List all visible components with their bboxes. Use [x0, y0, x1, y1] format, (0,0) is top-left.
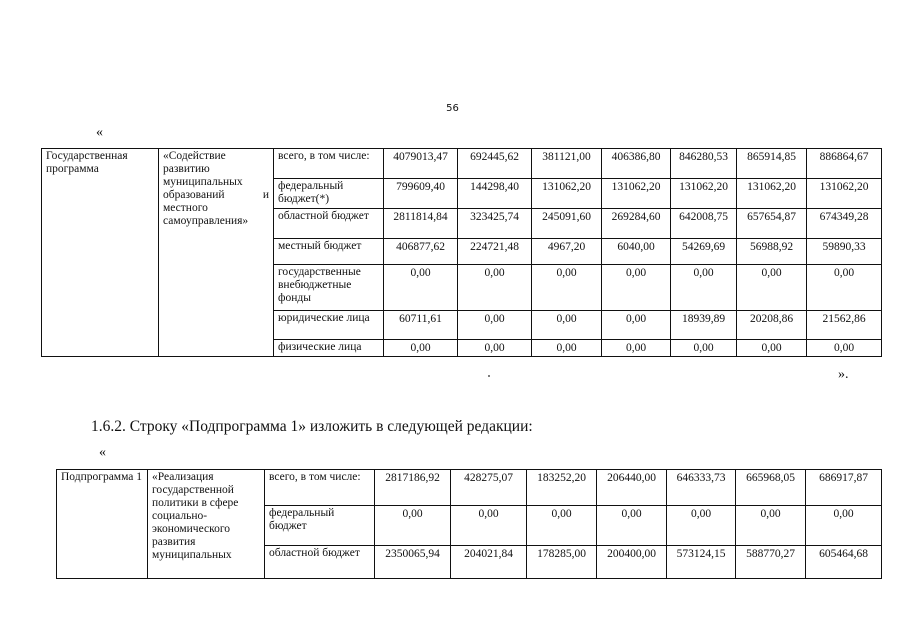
- amount-cell: 56988,92: [737, 239, 807, 265]
- amount-cell: 0,00: [532, 311, 602, 340]
- amount-cell: 0,00: [527, 506, 597, 546]
- amount-cell: 0,00: [807, 340, 882, 357]
- table-row: [42, 149, 882, 179]
- amount-cell: 0,00: [806, 506, 882, 546]
- amount-cell: 381121,00: [532, 149, 602, 179]
- amount-cell: 665968,05: [736, 470, 806, 506]
- amount-cell: 674349,28: [807, 209, 882, 239]
- amount-cell: 2811814,84: [384, 209, 458, 239]
- funding-source-label: всего, в том числе:: [265, 470, 375, 506]
- amount-cell: 799609,40: [384, 179, 458, 209]
- amount-cell: 0,00: [671, 340, 737, 357]
- amount-cell: 206440,00: [597, 470, 667, 506]
- amount-cell: 0,00: [458, 265, 532, 311]
- amount-cell: 0,00: [737, 340, 807, 357]
- program-name-line: муниципальных: [163, 176, 243, 188]
- opening-quote-2: «: [99, 445, 106, 460]
- funding-source-label: всего, в том числе:: [274, 149, 384, 179]
- table-state-program: [41, 148, 882, 357]
- program-type-cell: Государственная программа: [42, 149, 159, 357]
- amount-cell: 573124,15: [667, 546, 736, 579]
- amount-cell: 588770,27: [736, 546, 806, 579]
- funding-source-label: местный бюджет: [274, 239, 384, 265]
- amount-cell: 131062,20: [671, 179, 737, 209]
- table-row: [57, 470, 882, 506]
- amount-cell: 131062,20: [807, 179, 882, 209]
- subprogram-number-cell: Подпрограмма 1: [57, 470, 148, 579]
- amount-cell: 657654,87: [737, 209, 807, 239]
- amount-cell: 0,00: [532, 265, 602, 311]
- amount-cell: 54269,69: [671, 239, 737, 265]
- amount-cell: 131062,20: [737, 179, 807, 209]
- amount-cell: 4967,20: [532, 239, 602, 265]
- page-number: 56: [446, 103, 459, 114]
- amount-cell: 605464,68: [806, 546, 882, 579]
- funding-source-label: юридические лица: [274, 311, 384, 340]
- program-name-line: местного: [163, 202, 208, 214]
- section-heading: 1.6.2. Строку «Подпрограмма 1» изложить в следующей редакции:: [91, 418, 533, 435]
- amount-cell: 131062,20: [602, 179, 671, 209]
- amount-cell: 646333,73: [667, 470, 736, 506]
- funding-source-label: физические лица: [274, 340, 384, 357]
- program-name-line: самоуправления»: [163, 215, 249, 227]
- amount-cell: 0,00: [597, 506, 667, 546]
- amount-cell: 0,00: [451, 506, 527, 546]
- funding-source-label: областной бюджет: [274, 209, 384, 239]
- program-name-word: образований: [163, 189, 225, 201]
- amount-cell: 18939,89: [671, 311, 737, 340]
- amount-cell: 20208,86: [737, 311, 807, 340]
- amount-cell: 0,00: [807, 265, 882, 311]
- amount-cell: 0,00: [667, 506, 736, 546]
- amount-cell: 692445,62: [458, 149, 532, 179]
- amount-cell: 4079013,47: [384, 149, 458, 179]
- amount-cell: 0,00: [602, 311, 671, 340]
- scan-speck: [488, 375, 490, 377]
- amount-cell: 2817186,92: [375, 470, 451, 506]
- amount-cell: 0,00: [671, 265, 737, 311]
- funding-source-label: федеральный бюджет(*): [274, 179, 384, 209]
- subprogram-name-cell: «Реализация государственной политики в сфере социально-экономического развития муниципальных: [148, 470, 265, 579]
- amount-cell: 60711,61: [384, 311, 458, 340]
- amount-cell: 846280,53: [671, 149, 737, 179]
- amount-cell: 886864,67: [807, 149, 882, 179]
- amount-cell: 686917,87: [806, 470, 882, 506]
- amount-cell: 0,00: [532, 340, 602, 357]
- opening-quote: «: [96, 125, 103, 140]
- amount-cell: 0,00: [384, 265, 458, 311]
- amount-cell: 131062,20: [532, 179, 602, 209]
- amount-cell: 178285,00: [527, 546, 597, 579]
- amount-cell: 0,00: [458, 340, 532, 357]
- amount-cell: 406386,80: [602, 149, 671, 179]
- amount-cell: 6040,00: [602, 239, 671, 265]
- amount-cell: 269284,60: [602, 209, 671, 239]
- amount-cell: 224721,48: [458, 239, 532, 265]
- amount-cell: 0,00: [736, 506, 806, 546]
- amount-cell: 406877,62: [384, 239, 458, 265]
- amount-cell: 2350065,94: [375, 546, 451, 579]
- amount-cell: 59890,33: [807, 239, 882, 265]
- program-name-cell: [159, 149, 274, 357]
- funding-source-label: государственные внебюджетные фонды: [274, 265, 384, 311]
- program-name-line: «Содействие: [163, 150, 226, 162]
- closing-quote: ».: [838, 367, 849, 382]
- amount-cell: 183252,20: [527, 470, 597, 506]
- amount-cell: 0,00: [602, 265, 671, 311]
- amount-cell: 21562,86: [807, 311, 882, 340]
- amount-cell: 0,00: [375, 506, 451, 546]
- amount-cell: 0,00: [458, 311, 532, 340]
- amount-cell: 0,00: [737, 265, 807, 311]
- amount-cell: 200400,00: [597, 546, 667, 579]
- amount-cell: 323425,74: [458, 209, 532, 239]
- funding-source-label: областной бюджет: [265, 546, 375, 579]
- amount-cell: 865914,85: [737, 149, 807, 179]
- amount-cell: 245091,60: [532, 209, 602, 239]
- program-name-word: и: [262, 189, 269, 201]
- funding-source-label: федеральный бюджет: [265, 506, 375, 546]
- amount-cell: 144298,40: [458, 179, 532, 209]
- table-subprogram-1: [56, 469, 882, 579]
- amount-cell: 0,00: [384, 340, 458, 357]
- program-name-line: [163, 189, 269, 202]
- amount-cell: 428275,07: [451, 470, 527, 506]
- amount-cell: 642008,75: [671, 209, 737, 239]
- program-name-line: развитию: [163, 163, 210, 175]
- amount-cell: 0,00: [602, 340, 671, 357]
- amount-cell: 204021,84: [451, 546, 527, 579]
